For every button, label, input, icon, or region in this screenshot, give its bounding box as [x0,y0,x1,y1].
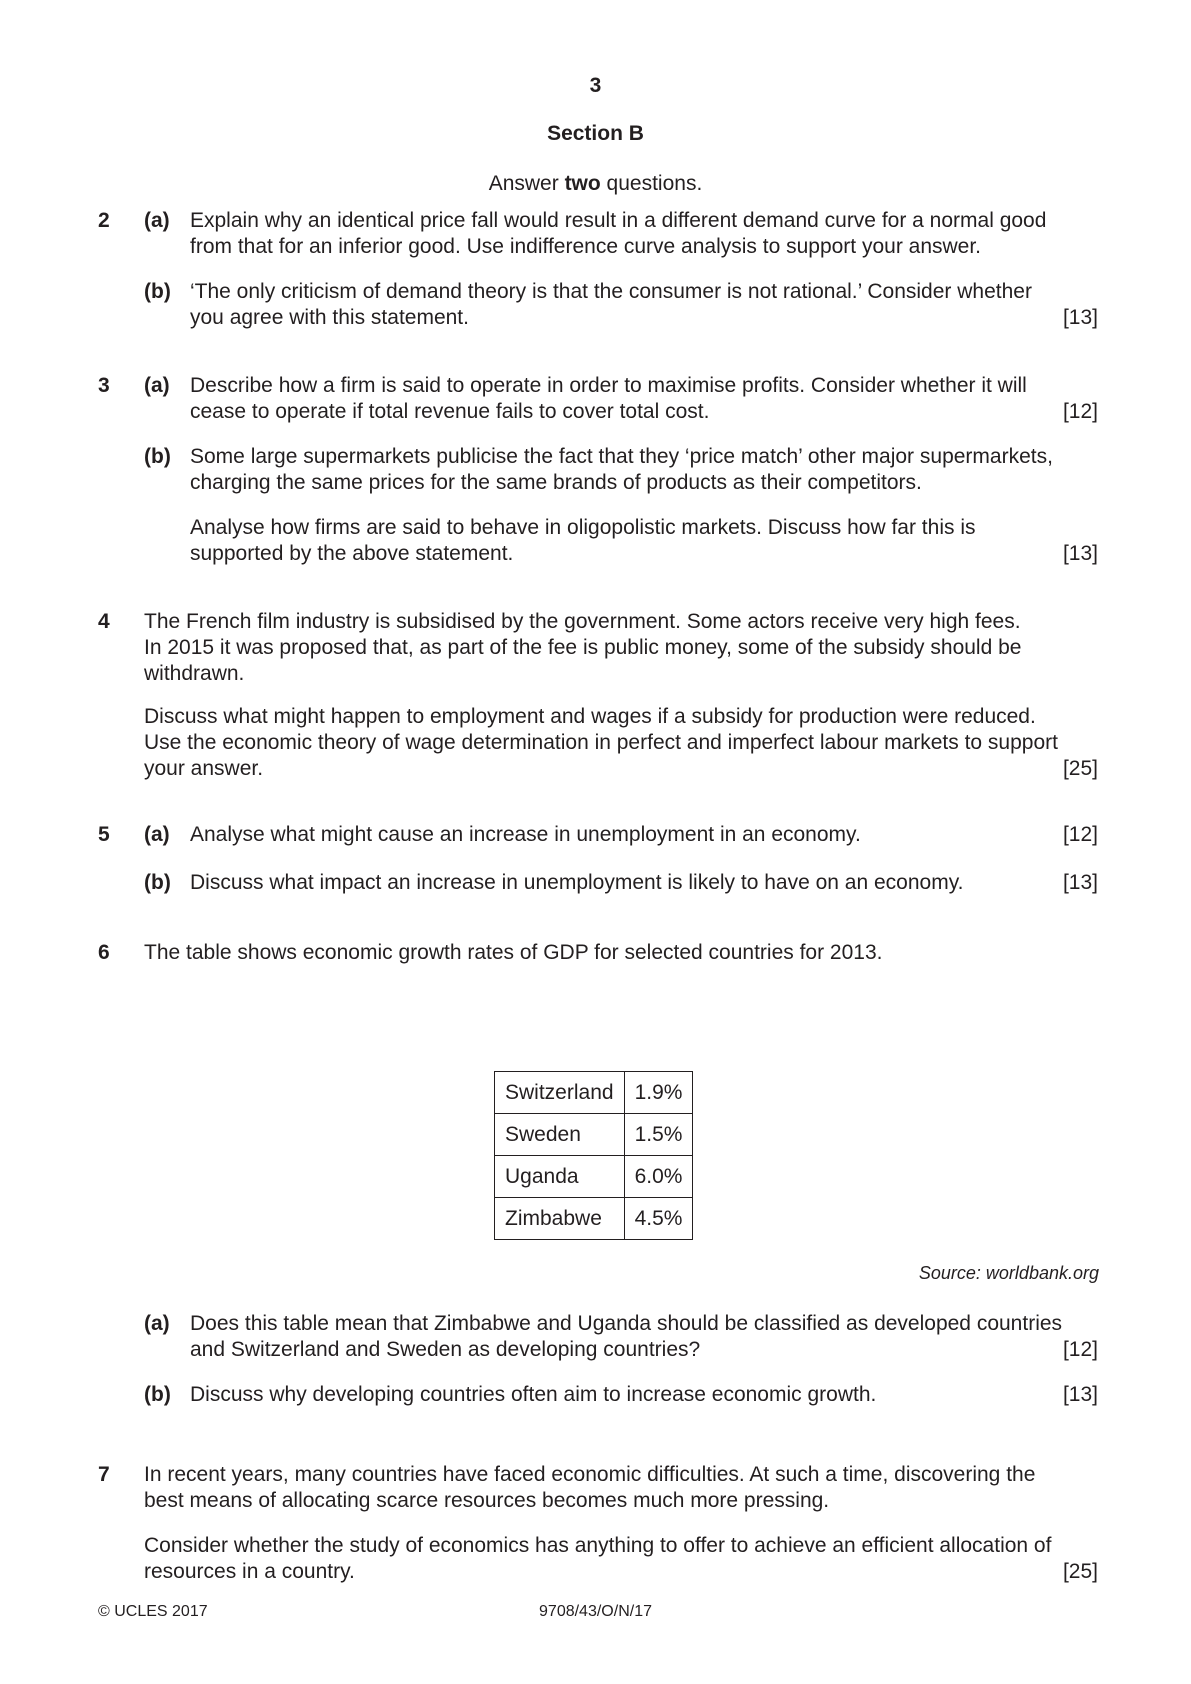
part-label: (b) [144,280,171,303]
mark: [12] [1062,1338,1098,1361]
rate-cell: 4.5% [624,1198,693,1240]
question-text [190,208,1098,260]
mark: [13] [1062,1383,1098,1406]
part-label: (b) [144,1383,171,1406]
question-text [190,870,1098,896]
part-label: (a) [144,1312,170,1335]
mark: [13] [1062,871,1098,894]
mark: [25] [1062,757,1098,780]
question-number: 6 [98,941,110,964]
text-line: resources in a country. [144,1560,355,1583]
question-text [190,279,1098,331]
text-line: Some large supermarkets publicise the fact that they ‘price match’ other major supermarkets, [190,445,1053,468]
table-row [495,1072,693,1114]
part-label: (a) [144,209,170,232]
question-text [190,515,1098,567]
text-line: In recent years, many countries have faced economic difficulties. At such a time, discovering the [144,1463,1036,1486]
question-number: 7 [98,1463,110,1486]
mark: [13] [1062,542,1098,565]
question-text [190,444,1098,496]
text-line: withdrawn. [144,662,245,685]
question-number: 4 [98,610,110,633]
question-text [190,1382,1098,1408]
table-row [495,1156,693,1198]
instruction-pre: Answer [488,172,565,195]
part-label: (a) [144,374,170,397]
country-cell: Zimbabwe [495,1198,625,1240]
mark: [25] [1062,1560,1098,1583]
footer-copyright: © UCLES 2017 [98,1603,208,1620]
text-line: The table shows economic growth rates of GDP for selected countries for 2013. [144,941,883,964]
rate-cell: 1.5% [624,1114,693,1156]
instruction-post: questions. [600,172,703,195]
text-line: ‘The only criticism of demand theory is that the consumer is not rational.’ Consider whether [190,280,1032,303]
question-text [190,373,1098,425]
text-line: Does this table mean that Zimbabwe and Uganda should be classified as developed countries [190,1312,1063,1335]
question-text [144,1462,1098,1514]
country-cell: Switzerland [495,1072,625,1114]
part-label: (a) [144,823,170,846]
instruction [0,172,1191,196]
part-label: (b) [144,871,171,894]
rate-cell: 1.9% [624,1072,693,1114]
mark: [12] [1062,823,1098,846]
part-label: (b) [144,445,171,468]
table-row [495,1114,693,1156]
question-text [144,704,1098,782]
text-line: In 2015 it was proposed that, as part of the fee is public money, some of the subsidy should be [144,636,1022,659]
text-line: Describe how a firm is said to operate in order to maximise profits. Consider whether it will [190,374,1027,397]
table-row [495,1198,693,1240]
text-line: Consider whether the study of economics has anything to offer to achieve an efficient allocation of [144,1534,1052,1557]
text-line: The French film industry is subsidised by the government. Some actors receive very high fees. [144,610,1021,633]
question-text [144,1533,1098,1585]
text-line: and Switzerland and Sweden as developing countries? [190,1338,701,1361]
mark: [13] [1062,306,1098,329]
text-line: Use the economic theory of wage determination in perfect and imperfect labour markets to support [144,731,1058,754]
question-text [144,609,1098,687]
table-source: Source: worldbank.org [918,1263,1099,1283]
rate-cell: 6.0% [624,1156,693,1198]
text-line: Explain why an identical price fall would result in a different demand curve for a normal good [190,209,1047,232]
question-text [144,940,1098,966]
footer-paper-code: 9708/43/O/N/17 [539,1603,652,1620]
text-line: you agree with this statement. [190,306,469,329]
text-line: cease to operate if total revenue fails to cover total cost. [190,400,710,423]
text-line: Analyse how firms are said to behave in oligopolistic markets. Discuss how far this is [190,516,976,539]
instruction-bold: two [564,172,601,195]
mark: [12] [1062,400,1098,423]
text-line: Discuss why developing countries often aim to increase economic growth. [190,1383,877,1406]
page-number: 3 [589,74,602,97]
text-line: Discuss what might happen to employment and wages if a subsidy for production were reduced. [144,705,1036,728]
country-cell: Uganda [495,1156,625,1198]
question-text [190,1311,1098,1363]
text-line: from that for an inferior good. Use indifference curve analysis to support your answer. [190,235,982,258]
question-number: 2 [98,209,110,232]
question-text [190,822,1098,848]
section-title: Section B [547,122,644,145]
text-line: Analyse what might cause an increase in unemployment in an economy. [190,823,861,846]
text-line: best means of allocating scarce resources becomes much more pressing. [144,1489,830,1512]
question-number: 5 [98,823,110,846]
country-cell: Sweden [495,1114,625,1156]
text-line: your answer. [144,757,264,780]
text-line: Discuss what impact an increase in unemployment is likely to have on an economy. [190,871,964,894]
text-line: charging the same prices for the same brands of products as their competitors. [190,471,922,494]
text-line: supported by the above statement. [190,542,514,565]
growth-table [494,1071,693,1240]
question-number: 3 [98,374,110,397]
